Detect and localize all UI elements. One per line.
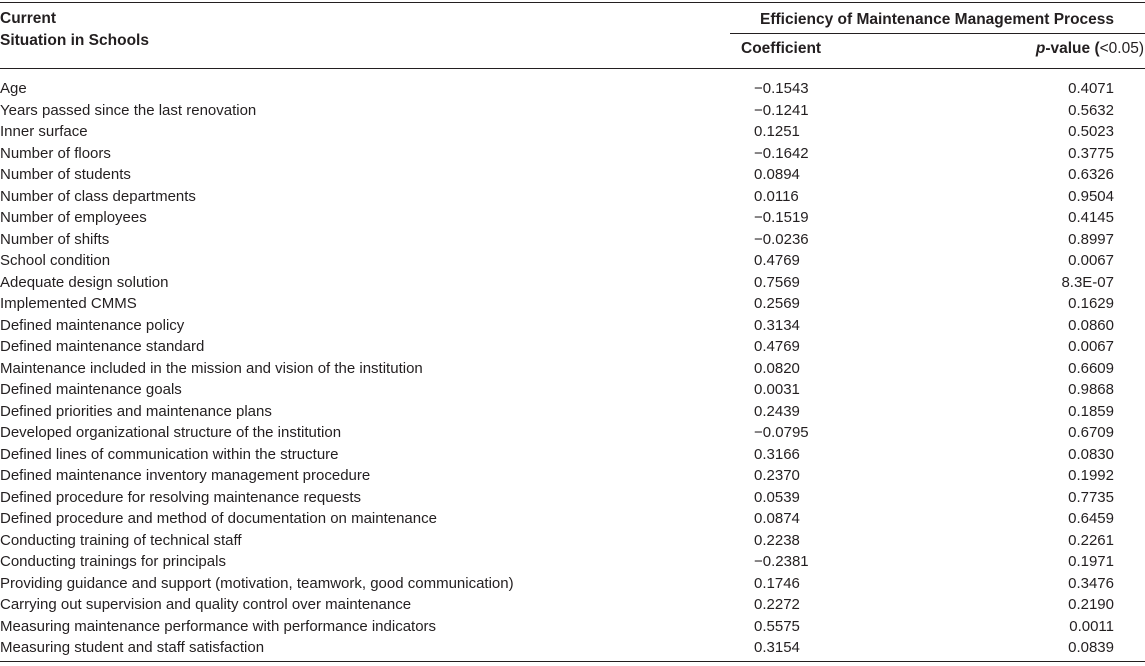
row-coefficient: −0.1543 [754,80,809,97]
row-p-value: 0.1971 [1068,553,1114,570]
table-row [0,336,1145,358]
row-p-value: 0.0830 [1068,445,1114,463]
row-coefficient: 0.0874 [754,510,800,527]
row-coefficient: −0.0795 [754,424,809,441]
column-header-situation-line1: Current [0,10,56,27]
row-p-value: 0.0011 [1069,617,1114,635]
row-p-value: 0.0067 [1068,252,1114,269]
row-coefficient: 0.3154 [754,639,800,656]
row-label: Providing guidance and support (motivation, teamwork, good communication) [0,574,514,592]
table-row [0,616,1145,638]
p-value-italic-p: p [1035,40,1046,57]
row-coefficient: 0.7569 [754,273,800,291]
row-p-value: 0.7735 [1068,488,1114,506]
table-row [0,250,1145,272]
row-label: Defined maintenance inventory management procedure [0,467,371,484]
row-label: Age [0,80,27,97]
column-header-situation-line2: Situation in Schools [0,32,149,49]
row-coefficient: 0.4769 [754,252,800,269]
table-row [0,186,1145,208]
table-row [0,78,1145,100]
row-p-value: 0.0839 [1068,639,1114,656]
row-p-value: 0.6326 [1068,166,1114,183]
row-coefficient: 0.0031 [754,381,800,398]
group-header-efficiency: Efficiency of Maintenance Management Process [760,11,1115,28]
table-row [0,272,1145,294]
table-row [0,530,1145,552]
row-coefficient: 0.2439 [754,402,800,420]
row-p-value: 0.0860 [1068,316,1114,334]
row-label: Defined maintenance standard [0,338,205,355]
row-p-value: 0.9504 [1068,187,1114,205]
row-p-value: 0.2261 [1068,531,1114,549]
row-label: Defined priorities and maintenance plans [0,402,272,420]
row-p-value: 0.2190 [1068,596,1114,613]
bottom-rule [0,661,1145,662]
row-p-value: 0.6709 [1068,424,1114,441]
row-label: Defined procedure for resolving maintenance requests [0,488,362,506]
column-header-p-value [1036,38,1144,60]
table-row [0,637,1145,659]
row-label: Years passed since the last renovation [0,101,257,119]
row-p-value: 0.6609 [1068,359,1114,377]
table-row [0,207,1145,229]
row-coefficient: 0.4769 [754,338,800,355]
row-p-value: 0.4145 [1068,209,1114,226]
row-coefficient: 0.3134 [754,316,800,334]
row-label: Developed organizational structure of the institution [0,424,342,441]
row-p-value: 0.3476 [1068,574,1114,592]
row-label: School condition [0,252,111,269]
row-p-value: 0.1629 [1068,295,1114,312]
row-coefficient: 0.1746 [754,574,800,592]
row-coefficient: 0.3166 [754,445,800,463]
row-label: Number of floors [0,144,111,162]
row-coefficient: −0.2381 [754,553,809,570]
table-row [0,508,1145,530]
row-label: Number of students [0,166,131,183]
row-p-value: 0.5023 [1068,123,1114,140]
column-header-coefficient: Coefficient [741,40,822,57]
row-coefficient: −0.1519 [754,209,809,226]
table-row [0,487,1145,509]
row-coefficient: 0.5575 [754,617,800,635]
row-label: Conducting training of technical staff [0,531,242,549]
row-coefficient: 0.0820 [754,359,800,377]
row-label: Inner surface [0,123,88,140]
row-coefficient: 0.1251 [754,123,800,140]
row-label: Defined maintenance policy [0,316,185,334]
row-coefficient: 0.0539 [754,488,800,506]
row-coefficient: 0.0116 [754,187,799,205]
p-value-label-rest: -value ( [1045,40,1100,57]
row-label: Conducting trainings for principals [0,553,226,570]
group-rule [730,33,1145,34]
row-coefficient: −0.1241 [754,101,809,119]
row-p-value: 0.3775 [1068,144,1114,162]
table-row [0,293,1145,315]
row-label: Implemented CMMS [0,295,137,312]
row-coefficient: 0.0894 [754,166,800,183]
p-value-threshold: <0.05) [1099,40,1144,57]
table-row [0,315,1145,337]
table-row [0,444,1145,466]
row-coefficient: 0.2272 [754,596,800,613]
row-p-value: 8.3E-07 [1061,273,1114,291]
row-label: Defined procedure and method of documentation on maintenance [0,510,437,527]
row-label: Measuring student and staff satisfaction [0,639,265,656]
table-row [0,358,1145,380]
row-label: Adequate design solution [0,273,169,291]
table-row [0,401,1145,423]
table-row [0,229,1145,251]
row-label: Number of shifts [0,230,110,248]
top-rule [0,2,1145,3]
table-row [0,121,1145,143]
table-body [0,78,1145,659]
table-row [0,164,1145,186]
table-row [0,100,1145,122]
row-label: Maintenance included in the mission and vision of the institution [0,359,423,377]
table-row [0,573,1145,595]
row-p-value: 0.9868 [1068,381,1114,398]
row-p-value: 0.1859 [1068,402,1114,420]
row-p-value: 0.0067 [1068,338,1114,355]
row-coefficient: −0.1642 [754,144,809,162]
table-row [0,422,1145,444]
table-row [0,465,1145,487]
row-label: Measuring maintenance performance with performance indicators [0,617,437,635]
row-p-value: 0.8997 [1068,230,1114,248]
row-p-value: 0.1992 [1068,467,1114,484]
table-row [0,594,1145,616]
table-row [0,143,1145,165]
table-row [0,551,1145,573]
row-coefficient: −0.0236 [754,230,809,248]
row-coefficient: 0.2569 [754,295,800,312]
row-label: Carrying out supervision and quality control over maintenance [0,596,412,613]
row-p-value: 0.4071 [1068,80,1114,97]
row-label: Defined maintenance goals [0,381,182,398]
row-label: Defined lines of communication within the structure [0,445,339,463]
row-p-value: 0.5632 [1068,101,1114,119]
row-p-value: 0.6459 [1068,510,1114,527]
table-row [0,379,1145,401]
row-label: Number of class departments [0,187,196,205]
row-label: Number of employees [0,209,147,226]
row-coefficient: 0.2370 [754,467,800,484]
row-coefficient: 0.2238 [754,531,800,549]
header-rule [0,68,1145,69]
